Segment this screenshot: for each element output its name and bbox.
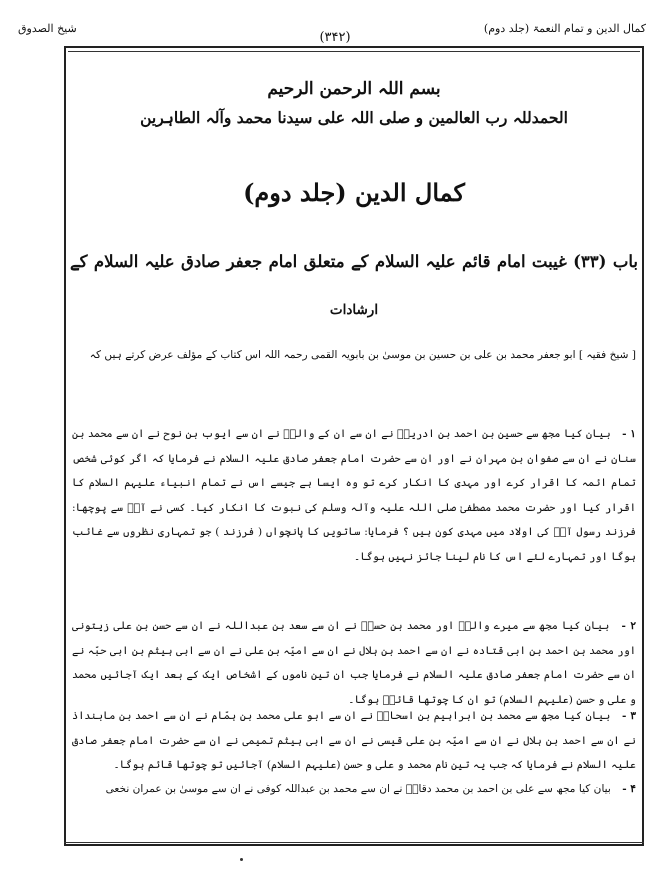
hadith-number: ۱ - <box>622 428 636 440</box>
hadith-number: ۴ - <box>622 783 636 795</box>
hadith-paragraph <box>72 422 636 569</box>
chapter-heading: باب (۳۳) غیبت امام قائم علیہ السلام کے متعلق امام جعفر صادق علیہ السلام کے <box>70 252 638 271</box>
book-title: کمال الدین (جلد دوم) <box>243 178 465 207</box>
hadith-text: بیان کیا مجھ سے میرے والدؒ اور محمد بن حسنؒ نے ان سے سعد بن عبداللہ نے ان سے حسن بن علی زیتونی اور محمد بن احمد بن ابی قتادہ نے ان سے احمد بن ہلال نے ان سے امیّہ بن علی نے ان سے ابی ہیثم بن ابی حبّہ نے ان سے حضرت امام جعفر صادق علیہ السلام نے فرمایا جب ان تین ناموں کے اشخاص ایک کے بعد ایک آجائیں محمد و علی و حسن (علیہم السلام) تو ان کا چوتھا قائمؑ ہوگا۔ <box>72 620 636 706</box>
hadith-text: بیان کیا مجھ سے محمد بن ابراہیم بن اسحاقؒ نے ان سے ابو علی محمد بن ہمّام نے ان سے احمد بن مابنداذ نے ان سے احمد بن ہلال نے ان سے امیّہ بن علی قیسی نے ان سے ابی ہیثم تمیمی نے ان سے حضرت امام جعفر صادق علیہ السلام نے فرمایا کہ جب یہ تین نام محمد و علی و حسن (علیہم السلام) آجائیں تو چوتھا قائم ہوگا۔ <box>72 710 636 771</box>
hadith-text: بیان کیا مجھ سے حسین بن احمد بن ادریسؒ نے ان سے ان کے والدؒ نے ان سے ایوب بن نوح نے ان سے محمد بن سنان نے ان سے صفوان بن مہران نے اور ان سے حضرت امام جعفر صادق علیہ السلام نے فرمایا کہ اگر کوئی شخص تمام ائمہ کا اقرار کرے اور مہدی کا انکار کرے تو وہ ایسا ہے جیسے اس نے تمام انبیاء علیہم السلام کا اقرار کیا اور حضرت محمد مصطفیٰ صلی اللہ علیہ وآلہ وسلم کی نبوت کا انکار کیا۔ کسی نے آپؑ سے پوچھا: فرزند رسول آپؑ کی اولاد میں مہدی کون ہیں ؟ فرمایا: ساتویں کا پانچواں ( فرزند ) جو تمہاری نظروں سے غائب ہوگا اور تمہارے لئے اس کا نام لینا جائز نہیں ہوگا۔ <box>72 428 636 563</box>
hadith-number: ۲ - <box>621 620 637 632</box>
hadith-paragraph <box>72 614 636 712</box>
author-intro: [ شیخ فقیہ ] ابو جعفر محمد بن علی بن حسین بن موسیٰ بن بابویہ القمی رحمہ اللہ اس کتاب کے مؤلف عرض کرتے ہیں کہ <box>89 349 636 361</box>
chapter-heading-continued: ارشادات <box>329 302 379 318</box>
page-number: (۳۴۲) <box>319 30 351 45</box>
scan-speck <box>240 858 243 861</box>
hamd-line: الحمدللہ رب العالمین و صلی اللہ علی سیدنا محمد وآلہ الطاہرین <box>140 108 568 127</box>
hadith-paragraph <box>72 704 636 778</box>
hadith-text: بیان کیا مجھ سے علی بن احمد بن محمد دقاقؒ نے ان سے محمد بن عبداللہ کوفی نے ان سے موسیٰ بن عمران نخعی <box>105 783 611 795</box>
bismillah-heading: بسم اللہ الرحمن الرحیم <box>267 79 441 99</box>
hadith-number: ۳ - <box>622 710 637 722</box>
hadith-paragraph <box>72 777 636 802</box>
page-border-bottom-line <box>64 842 644 843</box>
running-header-title: کمال الدین و تمام النعمۃ (جلد دوم) <box>483 22 646 35</box>
page-border-inner-line <box>68 51 640 52</box>
running-header-author: شیخ الصدوق <box>18 22 77 35</box>
